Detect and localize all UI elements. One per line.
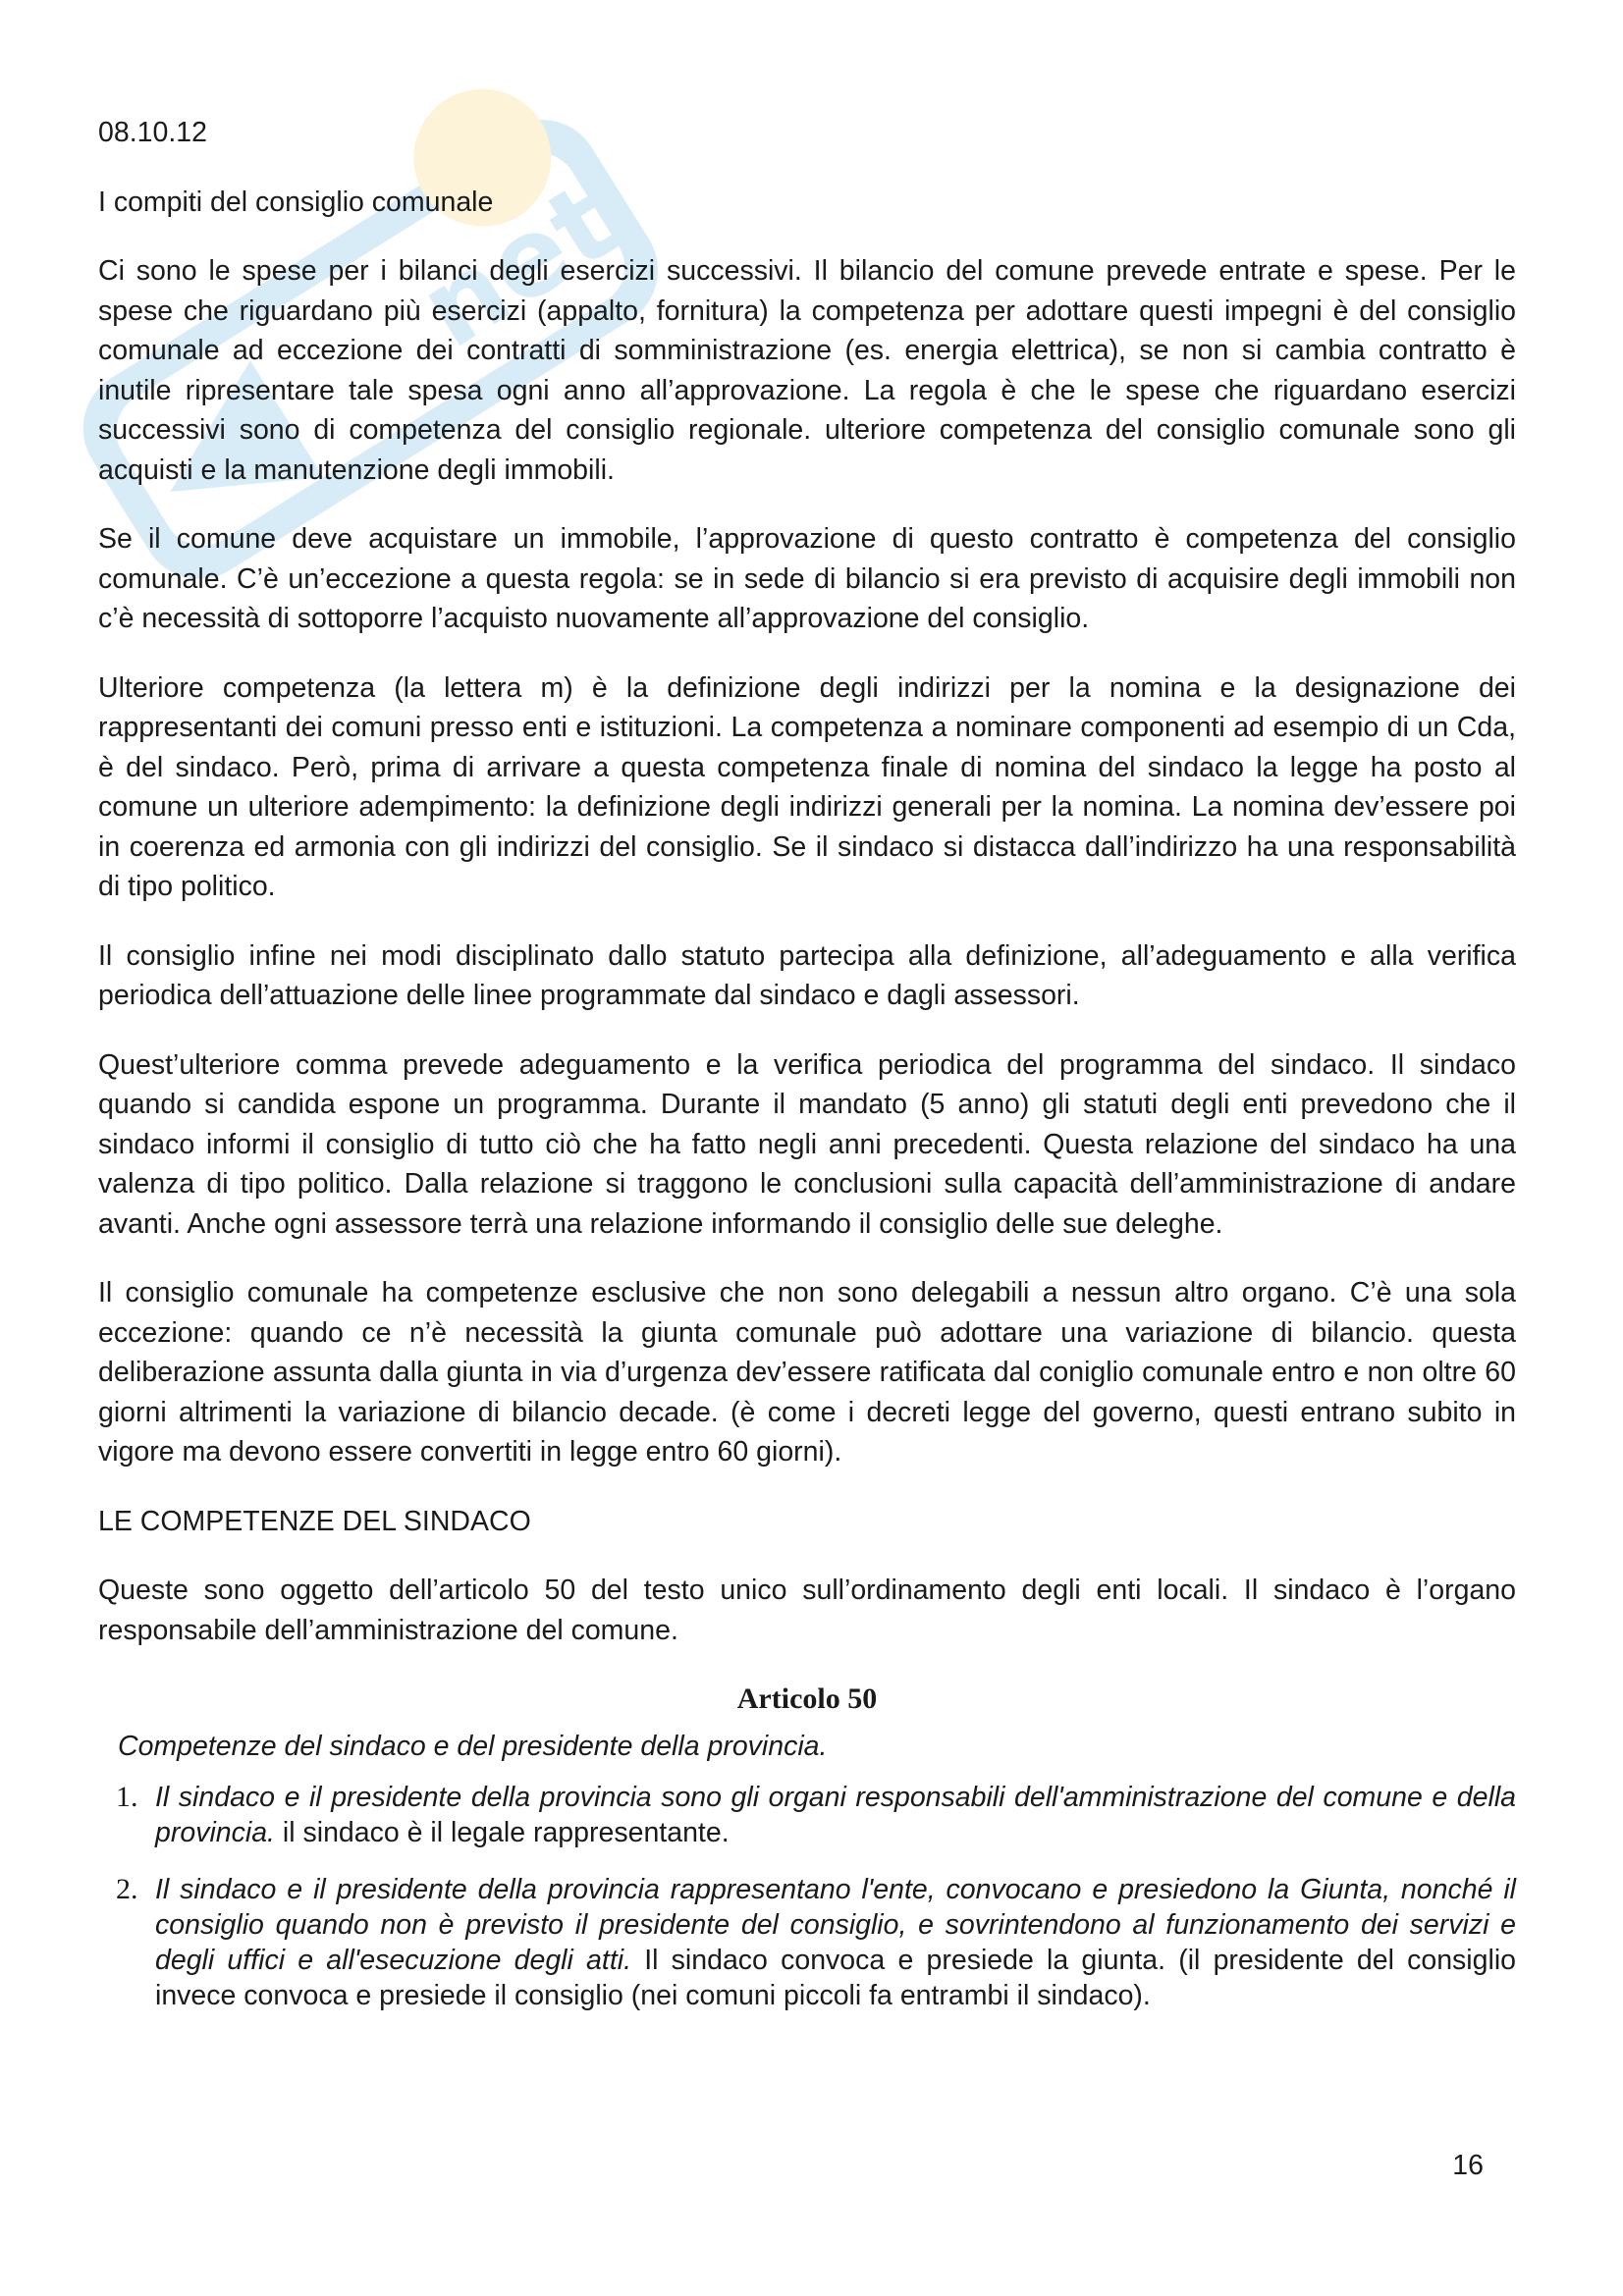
- list-item-italic-text: Il sindaco e il presidente della provincia sono gli organi responsabili dell'amministrazione del comune e della provincia.: [155, 1782, 1516, 1848]
- section-title: I compiti del consiglio comunale: [98, 186, 494, 218]
- paragraph: Quest’ulteriore comma prevede adeguamento e la verifica periodica del programma del sindaco. Il sindaco quando si candida espone un programma. Durante il mandato (5 anno) gli statuti degli enti prevedono che il sindaco informi il consiglio di tutto ciò che ha fatto negli anni precedenti. Questa relazione del sindaco ha una valenza di tipo politico. Dalla relazione si traggono le conclusioni sulla capacità dell’amministrazione di andare avanti. Anche ogni assessore terrà una relazione informando il consiglio delle sue deleghe.: [98, 1048, 1516, 1240]
- svg-text:net: net: [399, 158, 637, 372]
- sindaco-intro: Queste sono oggetto dell’articolo 50 del testo unico sull’ordinamento degli enti locali. Il sindaco è l’organo responsabile dell’amministrazione del comune.: [98, 1575, 1516, 1646]
- document-date: 08.10.12: [98, 117, 207, 148]
- article-subtitle: Competenze del sindaco e del presidente della provincia.: [118, 1731, 828, 1762]
- paragraph: Ulteriore competenza (la lettera m) è la definizione degli indirizzi per la nomina e la designazione dei rappresentanti dei comuni presso enti e istituzioni. La competenza a nominare componenti ad esempio di un Cda, è del sindaco. Però, prima di arrivare a questa competenza finale di nomina del sindaco la legge ha posto al comune un ulteriore adempimento: la definizione degli indirizzi generali per la nomina. La nomina dev’essere poi in coerenza ed armonia con gli indirizzi del consiglio. Se il sindaco si distacca dall’indirizzo ha una responsabilità di tipo politico.: [98, 671, 1516, 902]
- list-item-number: 2.: [116, 1873, 138, 1905]
- paragraph: Ci sono le spese per i bilanci degli esercizi successivi. Il bilancio del comune prevede entrate e spese. Per le spese che riguardano più esercizi (appalto, fornitura) la competenza per adottare questi impegni è del consiglio comunale ad eccezione dei contratti di somministrazione (es. energia elettrica), se non si cambia contratto è inutile ripresentare tale spesa ogni anno all’approvazione. La regola è che le spese che riguardano esercizi successivi sono di competenza del consiglio regionale. ulteriore competenza del consiglio comunale sono gli acquisti e la manutenzione degli immobili.: [98, 255, 1516, 486]
- list-item-number: 1.: [116, 1781, 138, 1813]
- article-list: [98, 1780, 1516, 2013]
- paragraph: Il consiglio infine nei modi disciplinato dallo statuto partecipa alla definizione, all’adeguamento e alla verifica periodica dell’attuazione delle linee programmate dal sindaco e dagli assessori.: [98, 939, 1516, 1011]
- paragraph: Il consiglio comunale ha competenze esclusive che non sono delegabili a nessun altro organo. C’è una sola eccezione: quando ce n’è necessità la giunta comunale può adottare una variazione di bilancio. questa deliberazione assunta dalla giunta in via d’urgenza dev’essere ratificata dal coniglio comunale entro e non oltre 60 giorni altrimenti la variazione di bilancio decade. (è come i decreti legge del governo, questi entrano subito in vigore ma devono essere convertiti in legge entro 60 giorni).: [98, 1277, 1516, 1468]
- list-item-italic-text: Il sindaco e il presidente della provincia rappresentano l'ente, convocano e presiedono la Giunta, nonché il consiglio quando non è previsto il presidente del consiglio, e sovrintendono al funzionamento dei servizi e degli uffici e all'esecuzione degli atti.: [155, 1874, 1516, 1976]
- list-item-comment: il sindaco è il legale rappresentante.: [274, 1817, 730, 1848]
- paragraph: Se il comune deve acquistare un immobile, l’approvazione di questo contratto è competenza del consiglio comunale. C’è un’eccezione a questa regola: se in sede di bilancio si era previsto di acquisire degli immobili non c’è necessità di sottoporre l’acquisto nuovamente all’approvazione del consiglio.: [98, 523, 1516, 634]
- list-item: [98, 1780, 1516, 1850]
- document-page: [98, 113, 1516, 2035]
- article-title: Articolo 50: [736, 1682, 878, 1715]
- list-item-comment: Il sindaco convoca e presiede la giunta. (il presidente del consiglio invece convoca e presiede il consiglio (nei comuni piccoli fa entrambi il sindaco).: [155, 1945, 1517, 2011]
- list-item: [98, 1872, 1516, 2013]
- page-number: 16: [1452, 2150, 1484, 2181]
- sindaco-heading: LE COMPETENZE DEL SINDACO: [98, 1505, 531, 1537]
